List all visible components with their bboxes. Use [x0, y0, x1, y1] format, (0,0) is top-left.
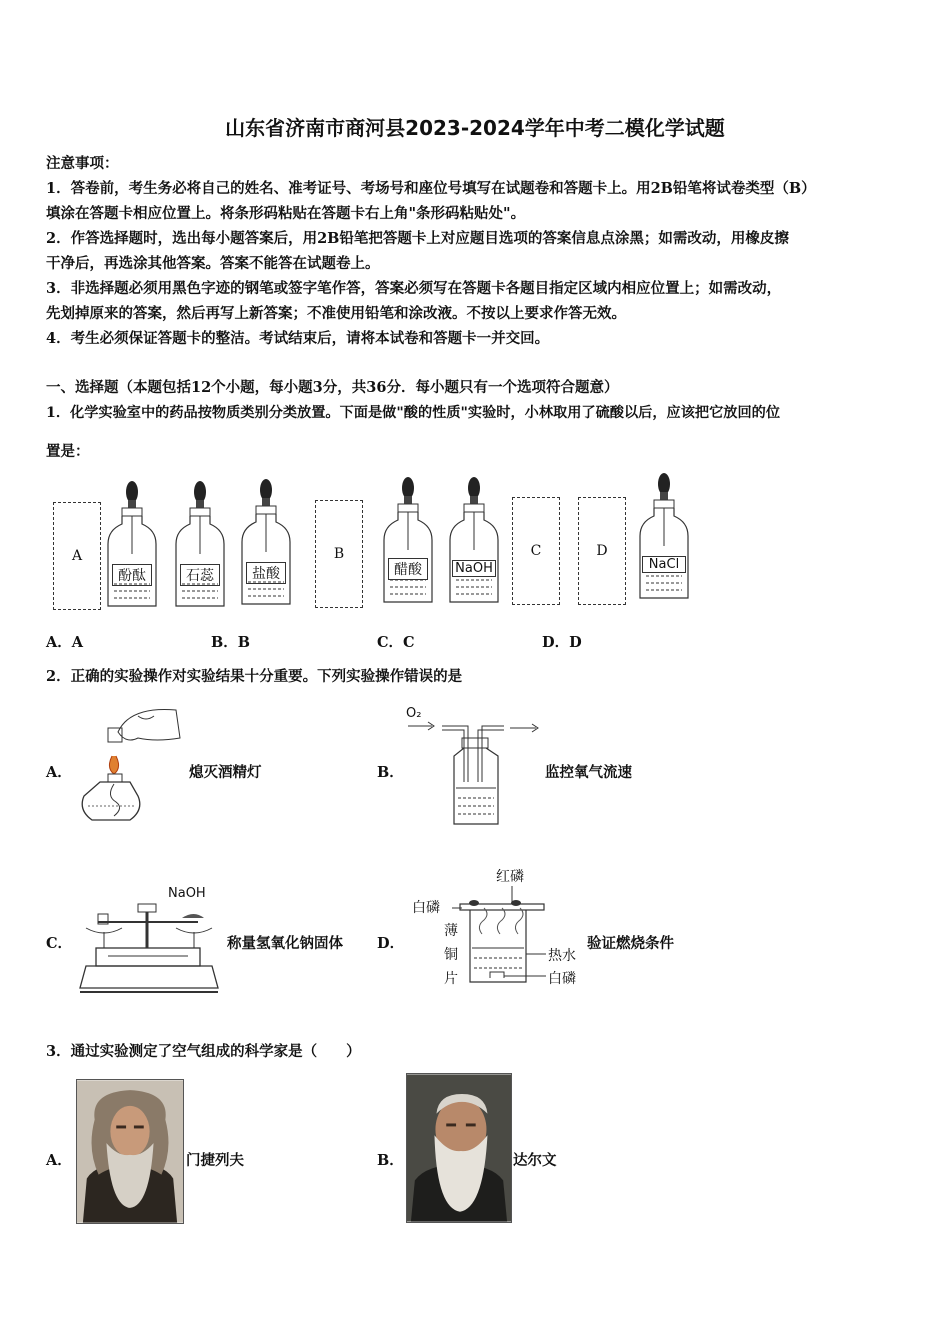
q1-stem-cont: 置是：: [46, 443, 90, 460]
alcohol-lamp-icon: [76, 702, 182, 824]
notice-line: 干净后，再选涂其他答案。答案不能答在试题卷上。: [46, 255, 380, 272]
q2-option-c-letter[interactable]: C．: [46, 935, 73, 952]
copper-plate-label: 片: [444, 971, 458, 987]
notice-line: 3．非选择题必须用黑色字迹的钢笔或签字笔作答，答案必须写在答题卡各题目指定区域内相应位置上；如需改动，: [46, 280, 782, 297]
notice-line: 4．考生必须保证答题卡的整洁。考试结束后，请将本试卷和答题卡一并交回。: [46, 330, 550, 347]
dropper-bottle-icon: [448, 474, 500, 608]
q1-option-d[interactable]: D．D: [542, 634, 582, 651]
q1-option-a[interactable]: A．A: [46, 634, 84, 651]
q3-option-b-letter[interactable]: B．: [377, 1152, 404, 1169]
notice-heading: 注意事项：: [46, 155, 119, 172]
q3-option-a-text: 门捷列夫: [186, 1152, 244, 1169]
balance-icon: [78, 900, 222, 996]
shelf-box-d: D: [578, 497, 626, 605]
oxygen-label: O₂: [406, 706, 422, 721]
copper-plate-label: 铜: [444, 947, 458, 963]
q3-option-a-letter[interactable]: A．: [46, 1152, 72, 1169]
dropper-bottle-icon: [382, 474, 434, 608]
darwin-portrait-icon: [406, 1073, 512, 1223]
q2-option-d-letter[interactable]: D．: [377, 935, 405, 952]
gas-bottle-icon: [406, 718, 546, 826]
notice-line: 填涂在答题卡相应位置上。将条形码粘贴在答题卡右上角"条形码粘贴处"。: [46, 205, 526, 222]
q2-option-a-letter[interactable]: A．: [46, 764, 72, 781]
dropper-bottle-icon: [240, 476, 292, 610]
q2-option-c-text: 称量氢氧化钠固体: [227, 935, 343, 952]
q1-option-b[interactable]: B．B: [211, 634, 251, 651]
dropper-bottle-icon: [174, 478, 226, 612]
q3-option-b-text: 达尔文: [513, 1152, 557, 1169]
page-title: 山东省济南市商河县2023-2024学年中考二模化学试题: [225, 116, 725, 140]
shelf-box-c: C: [512, 497, 560, 605]
bottle-label: 石蕊: [180, 564, 220, 586]
dropper-bottle-icon: [106, 478, 158, 612]
dropper-bottle-icon: [638, 470, 690, 604]
shelf-box-b: B: [315, 500, 363, 608]
bottle-label: NaOH: [452, 560, 496, 577]
mendeleev-portrait-icon: [76, 1079, 184, 1224]
red-phosphorus-label: 红磷: [496, 869, 524, 885]
notice-line: 1．答卷前，考生务必将自己的姓名、准考证号、考场号和座位号填写在试题卷和答题卡上。用2B铅笔将试卷类型（B）: [46, 180, 816, 197]
q1-option-c[interactable]: C．C: [377, 634, 415, 651]
hot-water-label: 热水: [548, 948, 576, 964]
q2-option-b-letter[interactable]: B．: [377, 764, 404, 781]
copper-plate-label: 薄: [444, 923, 458, 939]
combustion-beaker-icon: [446, 884, 550, 988]
notice-line: 先划掉原来的答案，然后再写上新答案；不准使用铅笔和涂改液。不按以上要求作答无效。: [46, 305, 626, 322]
bottle-label: 醋酸: [388, 558, 428, 580]
q2-option-b-text: 监控氧气流速: [545, 764, 632, 781]
white-phosphorus-top-label: 白磷: [412, 900, 440, 916]
bottle-label: 盐酸: [246, 562, 286, 584]
bottle-label: NaCl: [642, 556, 686, 573]
q2-option-a-text: 熄灭酒精灯: [189, 764, 262, 781]
notice-line: 2．作答选择题时，选出每小题答案后，用2B铅笔把答题卡上对应题目选项的答案信息点涂黑；如需改动，用橡皮擦: [46, 230, 789, 247]
section-heading: 一、选择题（本题包括12个小题，每小题3分，共36分．每小题只有一个选项符合题意）: [46, 379, 619, 396]
shelf-box-a: A: [53, 502, 101, 610]
q3-stem: 3．通过实验测定了空气组成的科学家是（ ）: [46, 1043, 361, 1060]
q2-option-d-text: 验证燃烧条件: [587, 935, 674, 952]
q1-stem: 1．化学实验室中的药品按物质类别分类放置。下面是做"酸的性质"实验时，小林取用了硫酸以后，应该把它放回的位: [46, 405, 781, 421]
q2-stem: 2．正确的实验操作对实验结果十分重要。下列实验操作错误的是: [46, 668, 463, 685]
bottle-label: 酚酞: [112, 564, 152, 586]
white-phosphorus-bottom-label: 白磷: [548, 971, 576, 987]
naoh-label: NaOH: [168, 886, 206, 901]
